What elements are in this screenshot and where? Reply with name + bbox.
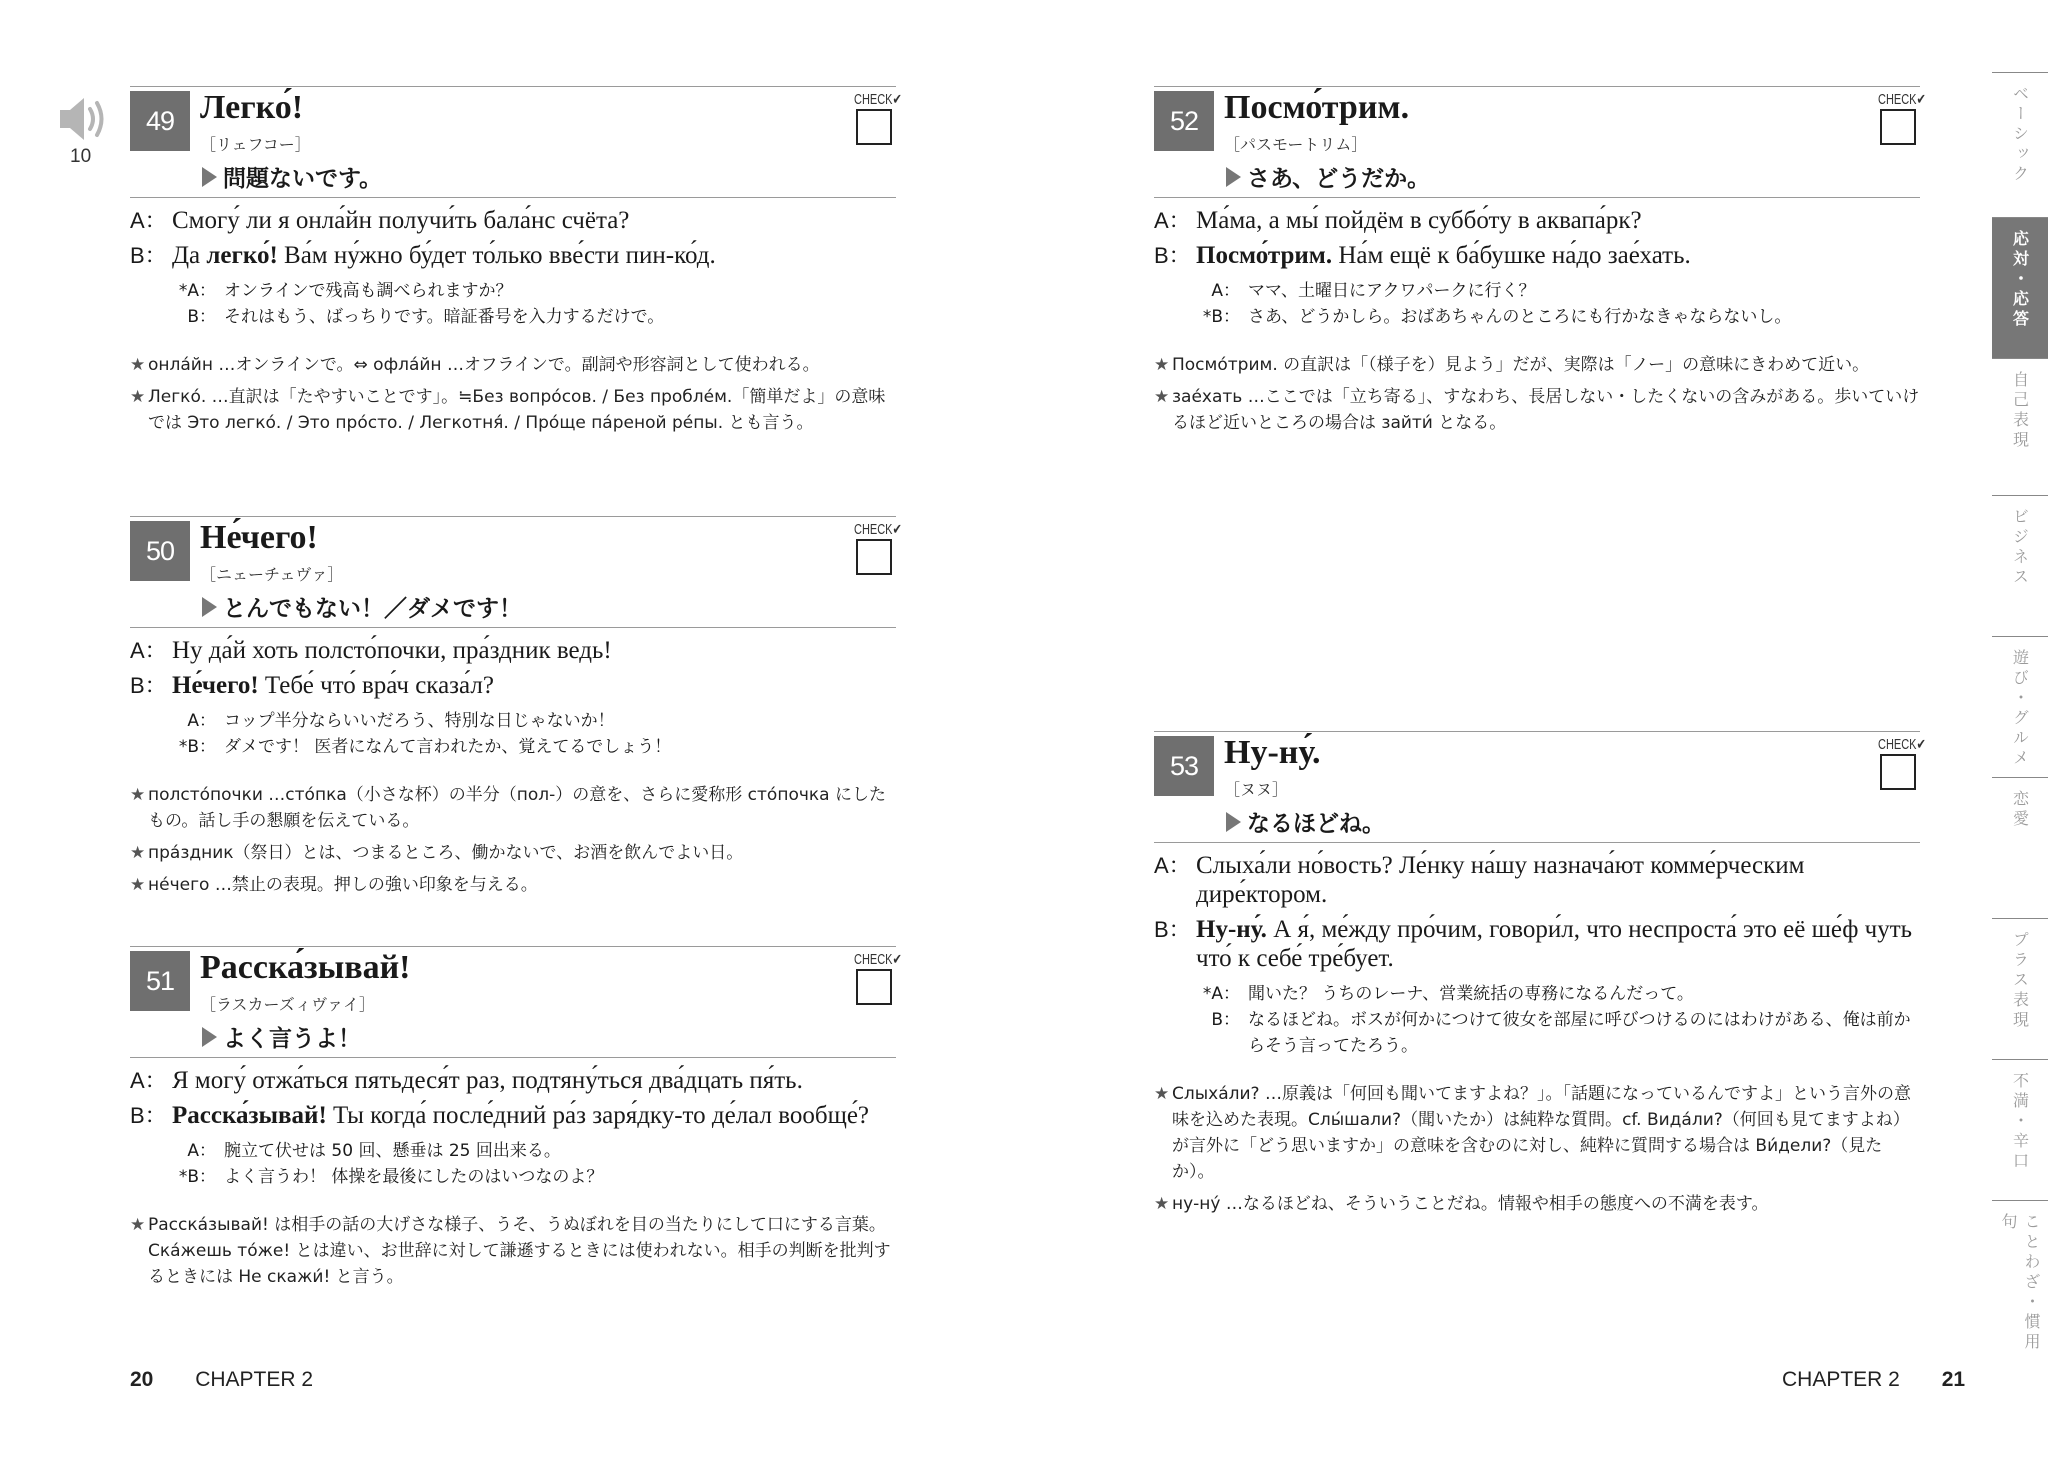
speaker-label: *A：: [1202, 984, 1240, 1004]
translation-line: [172, 278, 896, 304]
meaning-text: さあ、どうだか。: [1247, 166, 1431, 192]
note-text: зае́хать …ここでは「立ち寄る」、すなわち、長居しない・したくないの含みがある。歩いていけるほど近いところの場合は зайти́ となる。: [1172, 387, 1920, 433]
star-icon: ★: [130, 785, 146, 805]
entry-header: [130, 516, 902, 628]
entry-reading: ［パスモートリム］: [1224, 135, 1368, 154]
tab-label: ビジネス: [2010, 508, 2030, 588]
entry-reading: ［ニェーチェヴァ］: [200, 565, 344, 584]
dialog-line: [1154, 206, 1920, 235]
check-label: CHECK✔: [854, 92, 902, 108]
tab-label: 応対・応答: [2010, 230, 2030, 330]
translation: [172, 1138, 896, 1190]
page-number: 21: [1941, 1368, 1966, 1391]
dialog-text: Ну-ну́. А я́, ме́жду про́чим, говори́л, что неспроста́ это её ше́ф чуть что́ к себе́ тре́бует.: [1196, 916, 1913, 972]
note-text: Расска́зывай! は相手の話の大げさな様子、うそ、うぬぼれを目の当たりにして口にする言葉。Ска́жешь то́же! とは違い、お世辞に対して謙遜するときには使われない。相手の判断を批判するときには Не скажи́! と言う。: [148, 1215, 891, 1287]
tab-label: ベーシック: [2010, 85, 2030, 185]
dialog-keyphrase: Ну-ну́.: [1196, 916, 1267, 943]
entry-phrase: Расска́зывай!: [200, 949, 411, 986]
speaker-label: A：: [130, 1068, 167, 1093]
speaker-label: *A：: [178, 281, 216, 301]
entry-phrase: Посмо́трим.: [1224, 89, 1410, 126]
speaker-label: A：: [130, 638, 167, 663]
chapter-tab[interactable]: [1992, 1200, 2048, 1353]
dialog-text: Ну да́й хоть полсто́почки, пра́здник ведь!: [172, 637, 612, 664]
entry-number: 50: [130, 521, 190, 581]
translation-text: オンラインで残高も調べられますか？: [224, 281, 513, 301]
translation: [1196, 981, 1920, 1059]
dialog-line: [130, 671, 896, 700]
translation-text: ダメです！ 医者になんて言われたか、覚えてるでしょう！: [224, 737, 672, 757]
star-icon: ★: [130, 875, 146, 895]
translation-line: [172, 304, 896, 330]
note: [130, 782, 896, 834]
speaker-label: *B：: [1202, 307, 1240, 327]
chapter-tab[interactable]: [1992, 72, 2048, 217]
translation-line: [1196, 981, 1920, 1007]
star-icon: ★: [130, 843, 146, 863]
star-icon: ★: [130, 1215, 146, 1235]
dialog-text: Ма́ма, а мы́ пойдём в суббо́ту в аквапа́рк?: [1196, 207, 1642, 234]
notes: [130, 782, 896, 898]
entry-52: [1154, 86, 1926, 442]
speaker-label: A：: [1154, 208, 1191, 233]
chapter-tab[interactable]: [1992, 636, 2048, 777]
translation: [1196, 278, 1920, 330]
note: [1154, 1081, 1920, 1185]
dialog-keyphrase: Расска́зывай!: [172, 1102, 327, 1129]
dialog-text: Смогу́ ли я онла́йн получи́ть бала́нс счёта?: [172, 207, 630, 234]
notes: [1154, 352, 1920, 436]
entry-number: 52: [1154, 91, 1214, 151]
entry-header: [130, 86, 902, 198]
note-text: Легко́. …直訳は「たやすいことです」。≒Без вопро́сов. / Без пробле́м.「簡単だよ」の意味では Это легко́. / Это про́сто. / Легкотня́. / Про́ще па́реной ре́пы. とも言う。: [148, 387, 886, 433]
audio-track-number: 10: [70, 146, 92, 167]
triangle-icon: [1226, 167, 1241, 187]
translation-text: それはもう、ばっちりです。暗証番号を入力するだけで。: [224, 307, 665, 327]
dialog-line: [1154, 241, 1920, 270]
translation-text: ママ、土曜日にアクワパークに行く？: [1248, 281, 1536, 301]
notes: [130, 1212, 896, 1290]
note-text: не́чего …禁止の表現。押しの強い印象を与える。: [148, 875, 538, 895]
note-text: пра́здник（祭日）とは、つまるところ、働かないで、お酒を飲んでよい日。: [148, 843, 744, 863]
note-text: Слыха́ли? …原義は「何回も聞いてますよね？」。「話題になっているんですよ」という言外の意味を込めた表現。Слы́шали?（聞いたか）は純粋な質問。cf. Вида́ли?（何回も見てますよね）が言外に「どう思いますか」の意味を含むのに対し、純粋に質問する場合は Ви́дели?（見たか）。: [1172, 1084, 1911, 1182]
note: [1154, 352, 1920, 378]
entry-meaning: [1226, 805, 1385, 838]
dialog-line: [130, 1066, 896, 1095]
speaker-label: A：: [187, 1141, 216, 1161]
tab-label: プラス表現: [2010, 931, 2030, 1031]
triangle-icon: [202, 1027, 217, 1047]
dialog-keyphrase: Не́чего!: [172, 672, 259, 699]
chapter-tab[interactable]: [1992, 777, 2048, 918]
entry-number: 53: [1154, 736, 1214, 796]
check-label: CHECK✔: [1878, 92, 1926, 108]
triangle-icon: [202, 597, 217, 617]
translation-line: [1196, 304, 1920, 330]
check-area: [854, 91, 902, 145]
translation-line: [172, 708, 896, 734]
speaker-icon[interactable]: [56, 92, 110, 146]
dialog-text: Расска́зывай! Ты когда́ после́дний ра́з заря́дку-то де́лал вообще́?: [172, 1102, 870, 1129]
star-icon: ★: [1154, 1194, 1170, 1214]
tab-label: 不満・辛口: [2010, 1072, 2030, 1172]
entry-meaning: [1226, 160, 1430, 193]
chapter-tabs: [1992, 72, 2048, 1353]
translation-text: コップ半分ならいいだろう、特別な日じゃないか！: [224, 711, 615, 731]
dialog-text: Да легко́! Ва́м ну́жно бу́дет то́лько вве́сти пин-ко́д.: [172, 242, 716, 269]
note: [130, 352, 896, 378]
speaker-label: A：: [1154, 853, 1191, 878]
tab-label: ことわざ・慣用句: [1999, 1213, 2041, 1353]
entry-header: [1154, 86, 1926, 198]
check-checkbox[interactable]: [856, 109, 892, 145]
translation-text: よく言うわ！ 体操を最後にしたのはいつなのよ？: [224, 1167, 604, 1187]
speaker-label: *B：: [178, 1167, 216, 1187]
dialog-line: [130, 1101, 896, 1130]
footer-left: [130, 1368, 313, 1392]
dialog: [130, 636, 896, 700]
speaker-label: B：: [130, 673, 167, 698]
speaker-label: B：: [1211, 1010, 1240, 1030]
chapter-tab[interactable]: [1992, 358, 2048, 495]
chapter-tab[interactable]: [1992, 918, 2048, 1059]
check-label: CHECK✔: [1878, 737, 1926, 753]
note: [130, 840, 896, 866]
translation-text: 腕立て伏せは 50 回、懸垂は 25 回出来る。: [224, 1141, 561, 1161]
dialog: [1154, 206, 1920, 270]
speaker-label: *B：: [178, 737, 216, 757]
speaker-label: B：: [130, 243, 167, 268]
translation-line: [1196, 278, 1920, 304]
entry-header: [1154, 731, 1926, 843]
translation-line: [172, 1164, 896, 1190]
note-text: онла́йн …オンラインで。⇔ офла́йн …オフラインで。副詞や形容詞として使われる。: [148, 355, 820, 375]
entry-50: [130, 516, 902, 904]
check-label: CHECK✔: [854, 522, 902, 538]
entry-phrase: Легко́!: [200, 89, 304, 126]
dialog: [130, 206, 896, 270]
speaker-label: B：: [1154, 917, 1191, 942]
chapter-tab[interactable]: [1992, 1059, 2048, 1200]
triangle-icon: [1226, 812, 1241, 832]
dialog-text: Не́чего! Тебе́ что́ вра́ч сказа́л?: [172, 672, 494, 699]
check-checkbox[interactable]: [1880, 109, 1916, 145]
dialog-line: [1154, 915, 1920, 973]
entry-phrase: Не́чего!: [200, 519, 318, 556]
dialog-line: [130, 206, 896, 235]
speaker-label: B：: [1154, 243, 1191, 268]
translation-line: [1196, 1007, 1920, 1059]
check-area: [854, 951, 902, 1005]
meaning-text: とんでもない！／ダメです！: [223, 596, 522, 622]
speaker-label: A：: [187, 711, 216, 731]
entry-phrase: Ну-ну́.: [1224, 734, 1321, 771]
dialog-text: Я могу́ отжа́ться пятьдеся́т раз, подтяну́ться два́дцать пя́ть.: [172, 1067, 803, 1094]
page-number: 20: [130, 1368, 154, 1391]
check-area: [854, 521, 902, 575]
check-area: [1878, 736, 1926, 790]
translation-line: [172, 734, 896, 760]
check-checkbox[interactable]: [1880, 754, 1916, 790]
translation: [172, 278, 896, 330]
dialog: [1154, 851, 1920, 973]
star-icon: ★: [130, 355, 146, 375]
translation-line: [172, 1138, 896, 1164]
check-label: CHECK✔: [854, 952, 902, 968]
note: [130, 384, 896, 436]
notes: [1154, 1081, 1920, 1217]
star-icon: ★: [1154, 387, 1170, 407]
entry-number: 51: [130, 951, 190, 1011]
dialog-keyphrase: Посмо́трим.: [1196, 242, 1333, 269]
dialog-text: Слыха́ли но́вость? Ле́нку на́шу назнача́ют комме́рческим дире́ктором.: [1196, 852, 1805, 908]
speaker-label: B：: [130, 1103, 167, 1128]
chapter-tab[interactable]: [1992, 217, 2048, 358]
entry-51: [130, 946, 902, 1296]
entry-reading: ［ラスカーズィヴァイ］: [200, 995, 376, 1014]
entry-reading: ［リェフコー］: [200, 135, 311, 154]
tab-label: 恋愛: [2010, 790, 2030, 830]
dialog-line: [130, 241, 896, 270]
meaning-text: なるほどね。: [1247, 811, 1385, 837]
translation-text: 聞いた？ うちのレーナ、営業統括の専務になるんだって。: [1248, 984, 1694, 1004]
chapter-tab[interactable]: [1992, 495, 2048, 636]
translation-text: さあ、どうかしら。おばあちゃんのところにも行かなきゃならないし。: [1248, 307, 1792, 327]
notes: [130, 352, 896, 436]
entry-reading: ［ヌヌ］: [1224, 780, 1289, 799]
entry-header: [130, 946, 902, 1058]
entry-meaning: [202, 160, 382, 193]
translation-text: なるほどね。ボスが何かにつけて彼女を部屋に呼びつけるのにはわけがある、俺は前からそう言ってたろう。: [1248, 1010, 1911, 1056]
dialog-line: [130, 636, 896, 665]
star-icon: ★: [130, 387, 146, 407]
translation: [172, 708, 896, 760]
speaker-label: A：: [130, 208, 167, 233]
note: [130, 1212, 896, 1290]
entry-number: 49: [130, 91, 190, 151]
note-text: ну-ну́ …なるほどね、そういうことだね。情報や相手の態度への不満を表す。: [1172, 1194, 1769, 1214]
note: [1154, 384, 1920, 436]
triangle-icon: [202, 167, 217, 187]
dialog-line: [1154, 851, 1920, 909]
speaker-label: A：: [1211, 281, 1240, 301]
check-area: [1878, 91, 1926, 145]
check-checkbox[interactable]: [856, 539, 892, 575]
note-text: Посмо́трим. の直訳は「（様子を）見よう」だが、実際は「ノー」の意味にきわめて近い。: [1172, 355, 1870, 375]
note-text: полсто́почки …сто́пка（小さな杯）の半分（пол-）の意を、さらに愛称形 сто́почка にしたもの。話し手の懇願を伝えている。: [148, 785, 886, 831]
dialog-text: Посмо́трим. На́м ещё к ба́бушке на́до зае́хать.: [1196, 242, 1691, 269]
footer-right: [1782, 1368, 1965, 1392]
check-checkbox[interactable]: [856, 969, 892, 1005]
note: [1154, 1191, 1920, 1217]
entry-49: [130, 86, 902, 442]
meaning-text: 問題ないです。: [223, 166, 383, 192]
dialog: [130, 1066, 896, 1130]
star-icon: ★: [1154, 355, 1170, 375]
chapter-label: CHAPTER 2: [195, 1368, 314, 1391]
chapter-label: CHAPTER 2: [1782, 1368, 1900, 1391]
entry-53: [1154, 731, 1926, 1223]
note: [130, 872, 896, 898]
entry-meaning: [202, 1020, 361, 1053]
tab-label: 遊び・グルメ: [2010, 649, 2030, 769]
meaning-text: よく言うよ！: [223, 1026, 361, 1052]
entry-meaning: [202, 590, 522, 623]
dialog-keyphrase: легко́!: [206, 242, 278, 269]
speaker-label: B：: [187, 307, 216, 327]
star-icon: ★: [1154, 1084, 1170, 1104]
tab-label: 自己表現: [2010, 371, 2030, 451]
